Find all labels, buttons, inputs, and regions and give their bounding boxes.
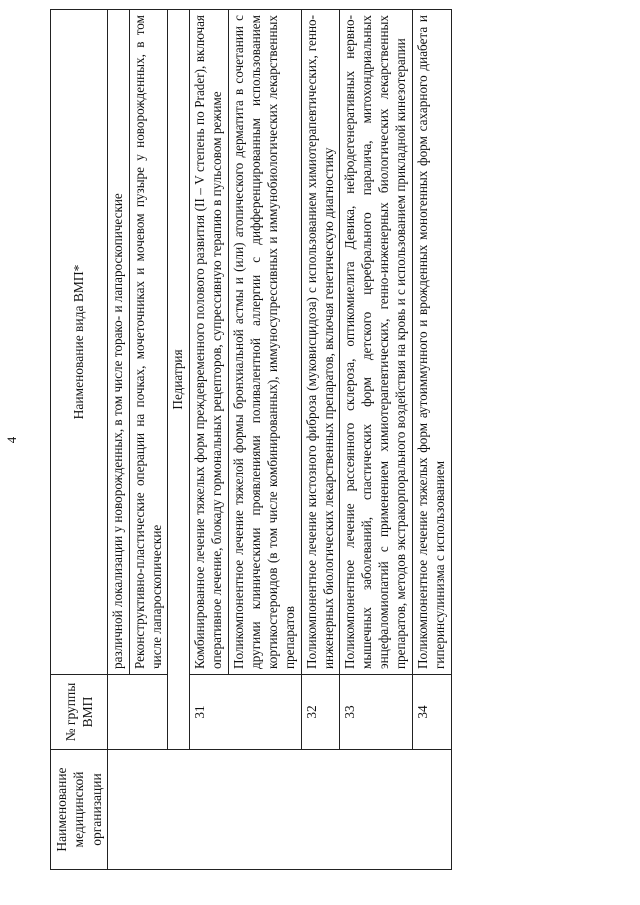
page-number: 4 xyxy=(4,436,19,444)
group-number: 32 xyxy=(301,675,340,750)
header-type: Наименование вида ВМП* xyxy=(51,10,108,675)
section-title: Педиатрия xyxy=(168,10,190,750)
table-row xyxy=(190,10,229,870)
type-cell: Поликомпонентное лечение кистозного фиброза (муковисцидоза) с использованием химиотерапевтических, генно-инженерных биологических лекарственных препаратов, включая генетическую диагностику xyxy=(301,10,340,675)
header-row xyxy=(51,10,108,870)
vmp-table xyxy=(50,9,452,870)
type-cell: Поликомпонентное лечение тяжелой формы бронхиальной астмы и (или) атопического дерматита в сочетании с другими клиническими проявлениями поливалентной аллергии с дифференцированным использованием кортикостероидов (в том числе комбинированных), иммуносупрессивных и иммунобиологических лекарственных препаратов xyxy=(229,10,302,675)
header-org: Наименование медицинской организации xyxy=(51,750,108,870)
type-cell: различной локализации у новорожденных, в том числе торако- и лапароскопические xyxy=(107,10,129,675)
group-cell xyxy=(107,675,168,750)
group-number: 34 xyxy=(413,675,452,750)
table-row xyxy=(413,10,452,870)
org-cell xyxy=(107,750,451,870)
table-row xyxy=(301,10,340,870)
table-row xyxy=(340,10,413,870)
type-cell: Комбинированное лечение тяжелых форм преждевременного полового развития (II – V степень по Prader), включая оперативное лечение, блокаду гормональных рецепторов, супрессивную терапию в пульсовом режиме xyxy=(190,10,229,675)
type-cell: Реконструктивно-пластические операции на почках, мочеточниках и мочевом пузыре у новорожденных, в том числе лапароскопические xyxy=(129,10,168,675)
group-number: 31 xyxy=(190,675,301,750)
type-cell: Поликомпонентное лечение рассеянного склероза, оптикомиелита Девика, нейродегенеративных нервно-мышечных заболеваний, спастических форм детского церебрального паралича, митохондриальных энцефаломиопатий с применением химиотерапевтических, генно-инженерных биологических лекарственных препаратов, методов экстракорпорального воздействия на кровь и с использованием прикладной кинезотерапии xyxy=(340,10,413,675)
header-group: № группы ВМП xyxy=(51,675,108,750)
table-row xyxy=(107,10,129,870)
rotated-page xyxy=(4,10,520,870)
group-number: 33 xyxy=(340,675,413,750)
type-cell: Поликомпонентное лечение тяжелых форм аутоиммунного и врожденных моногенных форм сахарного диабета и гиперинсулинизма с использованием xyxy=(413,10,452,675)
section-row xyxy=(168,10,190,870)
